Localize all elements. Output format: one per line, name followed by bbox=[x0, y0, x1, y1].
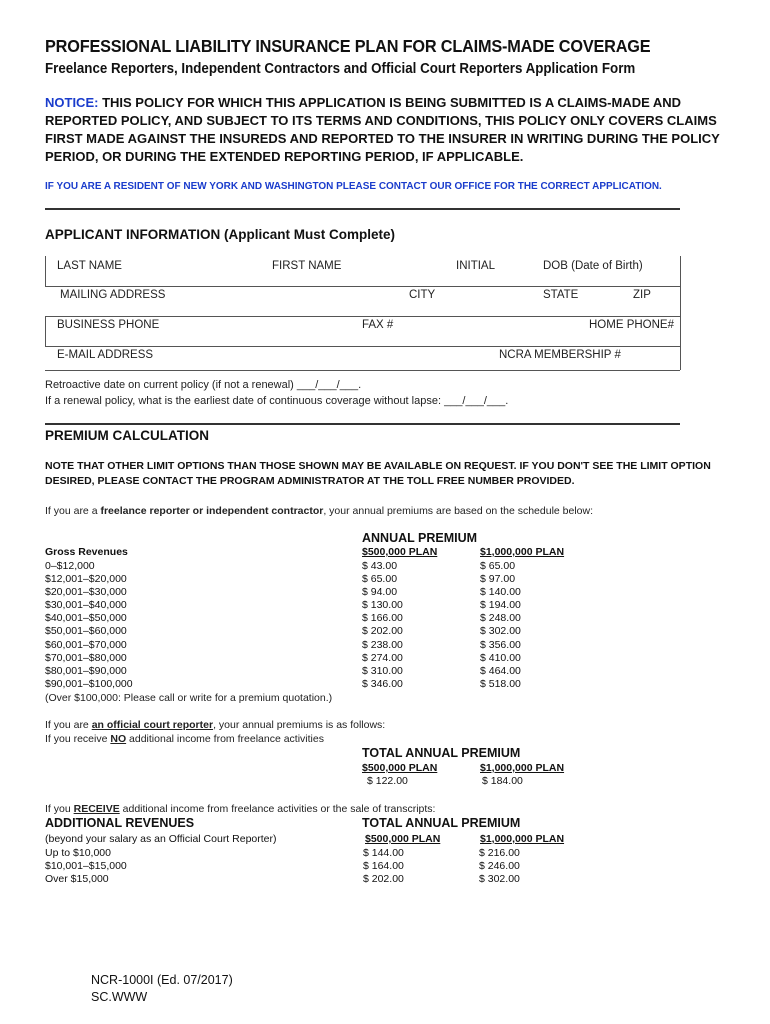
additional-500-column bbox=[363, 847, 404, 886]
resident-notice: IF YOU ARE A RESIDENT OF NEW YORK AND WASHINGTON PLEASE CONTACT OUR OFFICE FOR THE CORRECT APPLICATION. bbox=[45, 180, 662, 192]
premium-500-cell: $ 346.00 bbox=[362, 677, 403, 690]
additional-1m-cell: $ 246.00 bbox=[479, 860, 520, 873]
revenue-range-cell: $50,001–$60,000 bbox=[45, 625, 127, 638]
revenue-range-cell: $70,001–$80,000 bbox=[45, 651, 127, 664]
field-border bbox=[45, 316, 46, 346]
revenue-range-cell: $90,001–$100,000 bbox=[45, 677, 133, 690]
field-border bbox=[45, 256, 46, 286]
zip-field[interactable]: ZIP bbox=[633, 289, 651, 301]
receive-income-line bbox=[45, 803, 435, 815]
premium-500-cell: $ 94.00 bbox=[362, 586, 398, 599]
no-income-text: If you receive bbox=[45, 733, 111, 745]
official-intro bbox=[45, 719, 385, 731]
page-subtitle: Freelance Reporters, Independent Contractors and Official Court Reporters Application Form bbox=[45, 61, 636, 77]
plan-1m-heading: $1,000,000 PLAN bbox=[480, 833, 565, 845]
field-underline bbox=[45, 316, 680, 317]
applicant-heading: APPLICANT INFORMATION (Applicant Must Complete) bbox=[45, 227, 395, 242]
receive-income-emphasis: RECEIVE bbox=[73, 803, 120, 815]
additional-500-cell: $ 164.00 bbox=[363, 860, 404, 873]
additional-range-column bbox=[45, 847, 127, 886]
email-field[interactable]: E-MAIL ADDRESS bbox=[57, 349, 154, 361]
receive-income-text: additional income from freelance activities or the sale of transcripts: bbox=[119, 803, 436, 815]
initial-field[interactable]: INITIAL bbox=[456, 260, 495, 272]
form-code: SC.WWW bbox=[91, 990, 148, 1004]
field-underline bbox=[45, 370, 680, 371]
notice-text: THIS POLICY FOR WHICH THIS APPLICATION IS BEING SUBMITTED IS A CLAIMS-MADE AND REPORTED POLICY, AND SUBJECT TO ITS TERMS AND CONDITIONS, THIS POLICY ONLY COVERS CLAIMS FIRST MADE AGAINST THE INSUREDS AND REPORTED TO THE INSURER IN WRITING DURING THE POLICY PERIOD, OR DURING THE EXTENDED REPORTING PERIOD, IF APPLICABLE. bbox=[45, 95, 720, 164]
premium-1m-cell: $ 97.00 bbox=[480, 573, 516, 586]
section-divider bbox=[45, 208, 680, 210]
no-income-text: additional income from freelance activities bbox=[126, 733, 324, 745]
official-intro-emphasis: an official court reporter bbox=[91, 719, 214, 731]
premium-500-cell: $ 310.00 bbox=[362, 664, 403, 677]
last-name-field[interactable]: LAST NAME bbox=[57, 260, 122, 272]
retroactive-date-question[interactable]: Retroactive date on current policy (if not a renewal) ___/___/___. bbox=[45, 379, 362, 391]
dob-field[interactable]: DOB (Date of Birth) bbox=[543, 260, 643, 272]
premium-500-cell: $ 202.00 bbox=[362, 625, 403, 638]
official-premium-1m: $ 184.00 bbox=[482, 775, 523, 787]
page-title: PROFESSIONAL LIABILITY INSURANCE PLAN FOR CLAIMS-MADE COVERAGE bbox=[45, 36, 651, 56]
revenue-range-cell: $60,001–$70,000 bbox=[45, 638, 127, 651]
additional-500-cell: $ 144.00 bbox=[363, 847, 404, 859]
premium-1m-cell: $ 65.00 bbox=[480, 560, 516, 572]
field-underline bbox=[45, 286, 680, 287]
plan-500-heading: $500,000 PLAN bbox=[362, 546, 438, 558]
revenue-range-cell: $12,001–$20,000 bbox=[45, 573, 127, 586]
premium-500-cell: $ 238.00 bbox=[362, 638, 403, 651]
premium-1m-cell: $ 248.00 bbox=[480, 612, 521, 625]
notice-label: NOTICE: bbox=[45, 95, 99, 110]
plan-1m-heading: $1,000,000 PLAN bbox=[480, 762, 565, 774]
field-border bbox=[680, 346, 681, 370]
revenue-range-cell: 0–$12,000 bbox=[45, 560, 95, 572]
plan-500-heading: $500,000 PLAN bbox=[362, 762, 438, 774]
premium-1m-cell: $ 518.00 bbox=[480, 677, 521, 690]
premium-heading: PREMIUM CALCULATION bbox=[45, 428, 209, 443]
premium-500-cell: $ 43.00 bbox=[362, 560, 398, 572]
additional-500-cell: $ 202.00 bbox=[363, 873, 404, 886]
fax-field[interactable]: FAX # bbox=[362, 319, 394, 331]
additional-subheading: (beyond your salary as an Official Court Reporter) bbox=[45, 833, 277, 845]
business-phone-field[interactable]: BUSINESS PHONE bbox=[57, 319, 160, 331]
field-border bbox=[680, 286, 681, 316]
plan-1m-heading: $1,000,000 PLAN bbox=[480, 546, 565, 558]
official-premium-500: $ 122.00 bbox=[367, 775, 408, 787]
additional-range-cell: Up to $10,000 bbox=[45, 847, 111, 859]
first-name-field[interactable]: FIRST NAME bbox=[272, 260, 342, 272]
no-income-emphasis: NO bbox=[110, 733, 127, 745]
state-field[interactable]: STATE bbox=[543, 289, 579, 301]
premium-1m-cell: $ 302.00 bbox=[480, 625, 521, 638]
additional-1m-cell: $ 302.00 bbox=[479, 873, 520, 886]
official-intro-text: , your annual premiums is as follows: bbox=[213, 719, 386, 731]
premium-1m-cell: $ 356.00 bbox=[480, 638, 521, 651]
gross-revenues-heading: Gross Revenues bbox=[45, 546, 128, 558]
total-annual-premium-heading: TOTAL ANNUAL PREMIUM bbox=[362, 816, 521, 830]
premium-1m-cell: $ 410.00 bbox=[480, 651, 521, 664]
premium-500-cell: $ 274.00 bbox=[362, 651, 403, 664]
premium-note: NOTE THAT OTHER LIMIT OPTIONS THAN THOSE SHOWN MAY BE AVAILABLE ON REQUEST. IF YOU DON'T SEE THE LIMIT OPTION DESIRED, PLEASE CONTACT THE PROGRAM ADMINISTRATOR AT THE TOLL FREE NUMBER PROVIDED. bbox=[45, 460, 711, 487]
revenue-range-column bbox=[45, 560, 133, 691]
freelance-intro-text: If you are a bbox=[45, 505, 101, 517]
annual-premium-heading: ANNUAL PREMIUM bbox=[362, 531, 478, 545]
revenue-range-cell: $80,001–$90,000 bbox=[45, 664, 127, 677]
ncra-membership-field[interactable]: NCRA MEMBERSHIP # bbox=[499, 349, 621, 361]
additional-range-cell: Over $15,000 bbox=[45, 873, 109, 886]
plan-500-heading: $500,000 PLAN bbox=[365, 833, 441, 845]
field-underline bbox=[45, 346, 680, 347]
premium-500-cell: $ 130.00 bbox=[362, 599, 403, 612]
premium-1m-column bbox=[480, 560, 521, 691]
additional-1m-column bbox=[479, 847, 520, 886]
premium-1m-cell: $ 140.00 bbox=[480, 586, 521, 599]
form-number: NCR-1000I (Ed. 07/2017) bbox=[91, 973, 233, 987]
premium-500-cell: $ 65.00 bbox=[362, 573, 398, 586]
additional-revenues-heading: ADDITIONAL REVENUES bbox=[45, 816, 195, 830]
revenue-range-cell: $30,001–$40,000 bbox=[45, 599, 127, 612]
additional-1m-cell: $ 216.00 bbox=[479, 847, 520, 859]
home-phone-field[interactable]: HOME PHONE# bbox=[589, 319, 674, 331]
receive-income-text: If you bbox=[45, 803, 74, 815]
field-border bbox=[680, 256, 681, 286]
section-divider bbox=[45, 423, 680, 425]
mailing-address-field[interactable]: MAILING ADDRESS bbox=[60, 289, 166, 301]
notice-block bbox=[45, 94, 745, 166]
freelance-intro-text: , your annual premiums are based on the schedule below: bbox=[323, 505, 594, 517]
premium-500-column bbox=[362, 560, 403, 691]
official-intro-text: If you are bbox=[45, 719, 92, 731]
premium-1m-cell: $ 464.00 bbox=[480, 664, 521, 677]
renewal-date-question[interactable]: If a renewal policy, what is the earliest date of continuous coverage without lapse: ___/___/___. bbox=[45, 395, 509, 407]
total-annual-premium-heading: TOTAL ANNUAL PREMIUM bbox=[362, 746, 521, 760]
revenue-range-cell: $20,001–$30,000 bbox=[45, 586, 127, 599]
premium-1m-cell: $ 194.00 bbox=[480, 599, 521, 612]
freelance-intro bbox=[45, 505, 593, 517]
no-income-line bbox=[45, 733, 324, 745]
over-100k-note: (Over $100,000: Please call or write for a premium quotation.) bbox=[45, 692, 333, 704]
city-field[interactable]: CITY bbox=[409, 289, 436, 301]
additional-range-cell: $10,001–$15,000 bbox=[45, 860, 127, 873]
revenue-range-cell: $40,001–$50,000 bbox=[45, 612, 127, 625]
field-border bbox=[680, 316, 681, 346]
freelance-intro-emphasis: freelance reporter or independent contractor bbox=[100, 505, 324, 517]
premium-500-cell: $ 166.00 bbox=[362, 612, 403, 625]
